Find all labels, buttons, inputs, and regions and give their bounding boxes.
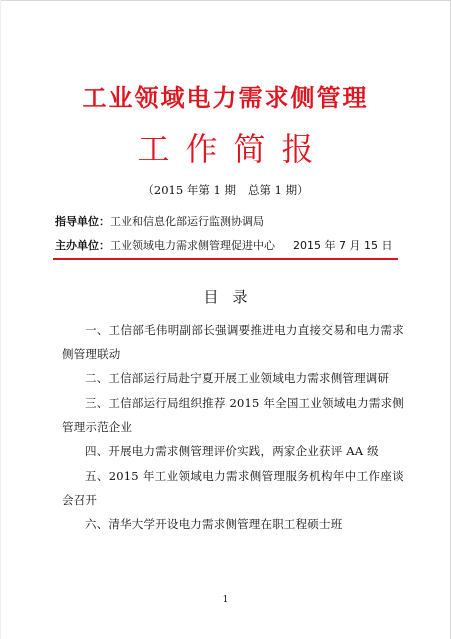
page-number: 1 bbox=[222, 595, 229, 605]
toc-item: 六、清华大学开设电力需求侧管理在职工程硕士班 bbox=[85, 517, 343, 531]
publish-date: 2015 年 7 月 15 日 bbox=[293, 239, 393, 252]
toc-title: 目录 bbox=[203, 288, 262, 306]
guidance-unit-value: 工业和信息化部运行监测协调局 bbox=[110, 215, 264, 228]
host-unit-label: 主办单位： bbox=[55, 239, 110, 252]
toc-item: 二、工信部运行局赴宁夏开展工业领域电力需求侧管理调研 bbox=[85, 371, 390, 385]
briefing-title: 工作简报 bbox=[137, 130, 330, 168]
guidance-unit-line bbox=[55, 214, 415, 230]
toc-item: 四、开展电力需求侧管理评价实践，两家企业获评 AA 级 bbox=[85, 444, 379, 458]
toc-item: 一、工信部毛伟明副部长强调要推进电力直接交易和电力需求侧管理联动 bbox=[62, 323, 404, 361]
header-divider bbox=[53, 258, 398, 260]
issue-total-number: 总第 1 期） bbox=[247, 183, 309, 197]
page-border-top bbox=[0, 0, 451, 1]
issue-year-number: （2015 年第 1 期 bbox=[142, 183, 236, 197]
issue-number bbox=[0, 182, 451, 198]
guidance-unit-label: 指导单位： bbox=[55, 215, 110, 228]
host-unit-value: 工业领域电力需求侧管理促进中心 bbox=[110, 239, 275, 252]
toc-item: 五、2015 年工业领域电力需求侧管理服务机构年中工作座谈会召开 bbox=[62, 469, 404, 507]
masthead: 工业领域电力需求侧管理 bbox=[82, 83, 369, 112]
host-unit-line bbox=[55, 238, 415, 254]
toc-item: 三、工信部运行局组织推荐 2015 年全国工业领域电力需求侧管理示范企业 bbox=[62, 396, 404, 434]
